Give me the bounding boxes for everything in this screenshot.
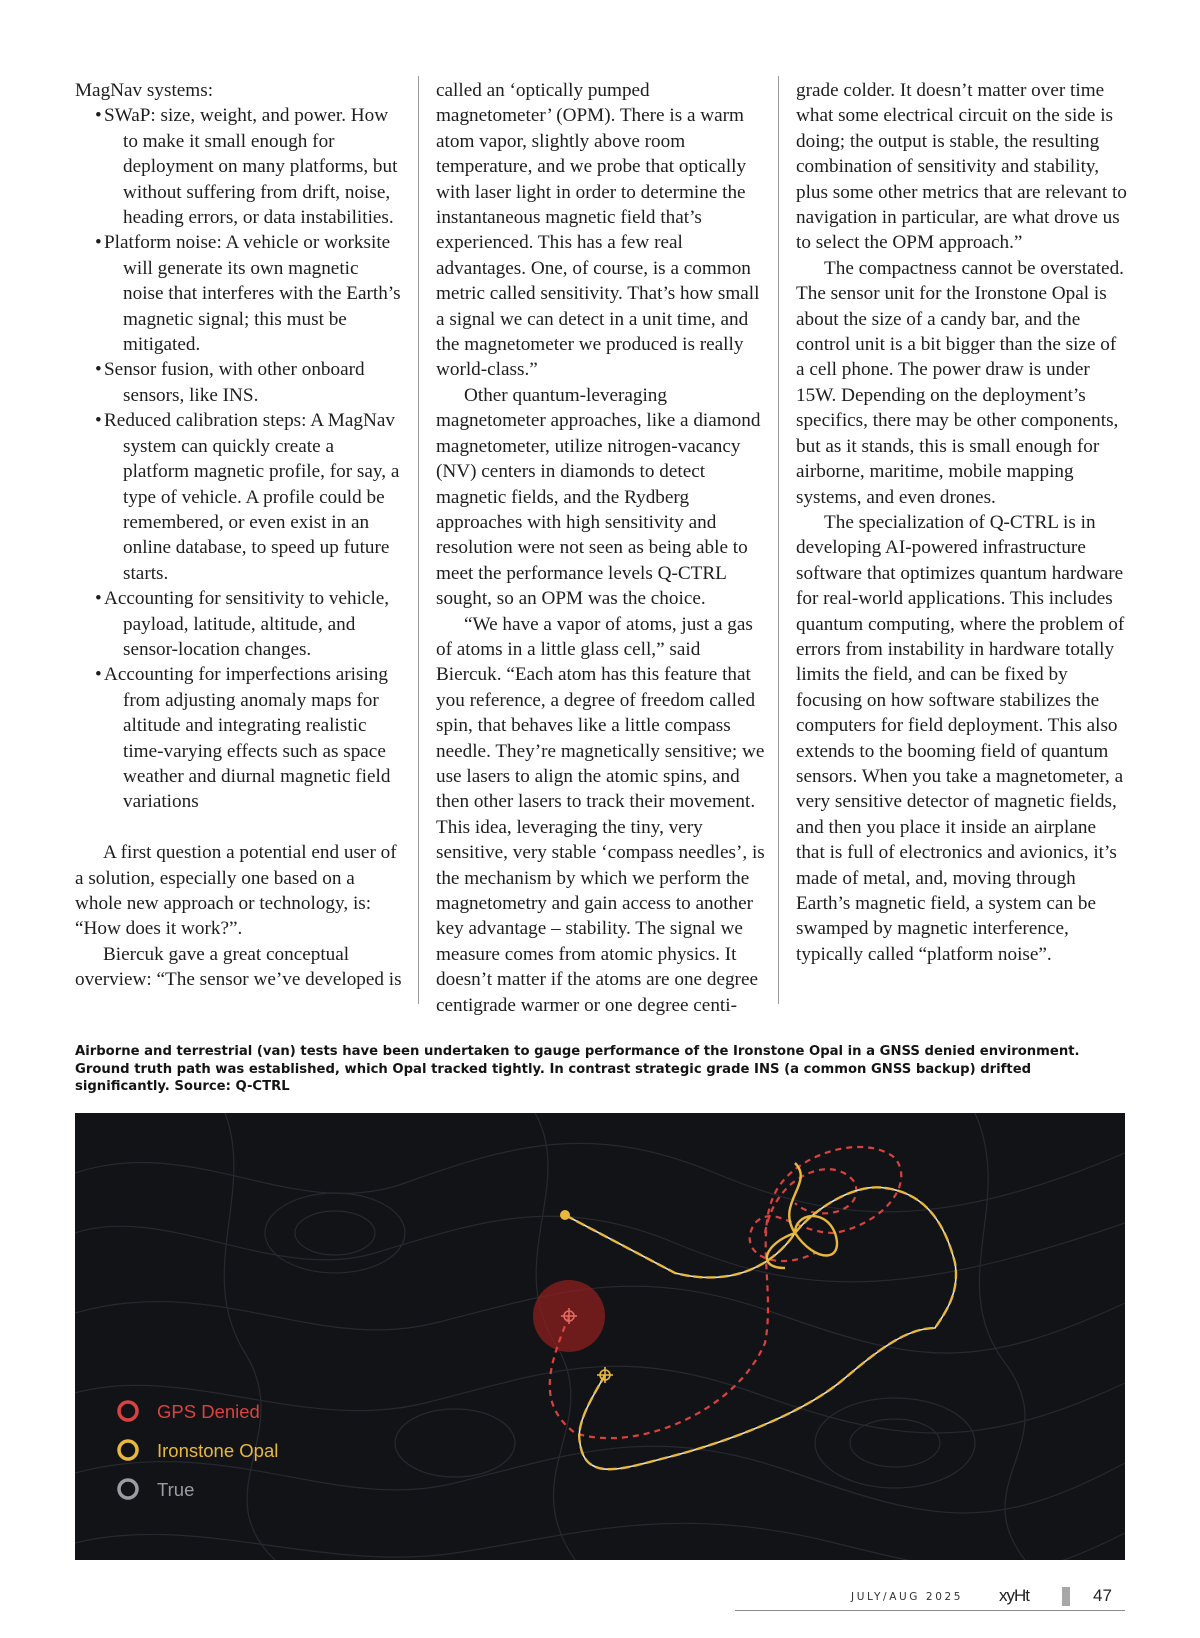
legend-swatch [119, 1480, 137, 1498]
list-item: • Accounting for imperfections arising from adjusting anomaly maps for altitude and integrating realistic time-varying effects such as space weather and diurnal magnetic field variations [75, 662, 403, 814]
column-rule [778, 76, 779, 1004]
legend [119, 1401, 278, 1500]
page-footer [735, 1583, 1125, 1611]
spacer [75, 815, 403, 840]
paragraph: “We have a vapor of atoms, just a gas of atoms in a little glass cell,” said Biercuk. “Each atom has this feature that you reference, a degree of freedom called spin, that behaves like a little compass needle. They’re magnetically sensitive; we use lasers to align the atomic spins, and then other lasers to track their movement. This idea, leveraging the tiny, very sensitive, very stable ‘compass needles’, is the mechanism by which we perform the magnetometry and gain access to another key advantage – stability. The signal we measure comes from atomic physics. It doesn’t matter if the atoms are one degree centigrade warmer or one degree centi- [436, 613, 765, 1016]
paragraph: The specialization of Q-CTRL is in developing AI-powered infrastructure software that optimizes quantum hardware for real-world applications. This includes quantum computing, where the problem of errors from instability in hardware totally limits the field, and can be fixed by focusing on how software stabilizes the computers for field deployment. This also extends to the booming field of quantum sensors. When you take a magnetometer, a very sensitive detector of magnetic fields, and then you place it inside an airplane that is full of electronics and avionics, it’s made of metal, and, moving through Earth’s magnetic field, a system can be swamped by magnetic interference, typically called “platform noise”. [796, 511, 1125, 965]
column-rule [418, 76, 419, 1004]
footer-divider [1062, 1587, 1070, 1606]
paragraph: Biercuk gave a great conceptual overview: “The sensor we’ve developed is [75, 943, 402, 991]
paragraph: grade colder. It doesn’t matter over time what some electrical circuit on the side is doing; the output is stable, the resulting combination of sensitivity and stability, plus some other metrics that are relevant to navigation in particular, are what drove us to select the OPM approach.” [796, 80, 1127, 254]
navigation-test-map [75, 1113, 1125, 1560]
figure-caption: Airborne and terrestrial (van) tests have been undertaken to gauge performance of the Ironstone Opal in a GNSS denied environment. Ground truth path was established, which Opal tracked tightly. In contrast strategic grade INS (a common GNSS backup) drifted significantly. Source: Q-CTRL [75, 1044, 1080, 1095]
gps-denied-path [550, 1147, 902, 1438]
article-column-1 [75, 78, 403, 993]
end-marker [597, 1367, 613, 1383]
legend-label: Ironstone Opal [157, 1440, 279, 1461]
legend-label: True [157, 1479, 195, 1500]
start-point [560, 1210, 570, 1220]
page-number: 47 [1093, 1586, 1112, 1605]
map-canvas [75, 1113, 1125, 1560]
legend-label: GPS Denied [157, 1401, 260, 1422]
column-intro: MagNav systems: [75, 80, 214, 101]
paragraph: The compactness cannot be overstated. The sensor unit for the Ironstone Opal is about the size of a candy bar, and the control unit is a bit bigger than the size of a cell phone. The power draw is under 15W. Depending on the deployment’s specifics, there may be other components, but as it stands, this is small enough for airborne, maritime, mobile mapping systems, and even drones. [796, 257, 1124, 508]
list-item: • SWaP: size, weight, and power. How to make it small enough for deployment on many platforms, but without suffering from drift, noise, heading errors, or data instabilities. [75, 103, 403, 230]
list-item: • Sensor fusion, with other onboard sensors, like INS. [75, 357, 403, 408]
legend-swatch [119, 1402, 137, 1420]
legend-swatch [119, 1441, 137, 1459]
issue-date: JULY/AUG 2025 [851, 1591, 964, 1603]
list-item: • Platform noise: A vehicle or worksite will generate its own magnetic noise that interferes with the Earth’s magnetic signal; this must be mitigated. [75, 230, 403, 357]
article-column-2 [436, 78, 766, 1018]
paragraph: A first question a potential end user of a solution, especially one based on a whole new approach or technology, is: “How does it work?”. [75, 842, 397, 940]
legend-item-gps-denied [119, 1401, 260, 1422]
article-column-3 [796, 78, 1128, 967]
ironstone-opal-path [565, 1163, 956, 1469]
list-item: • Accounting for sensitivity to vehicle, payload, latitude, altitude, and sensor-location changes. [75, 586, 403, 662]
legend-item-true [119, 1479, 194, 1500]
list-item: • Reduced calibration steps: A MagNav system can quickly create a platform magnetic profile, for say, a type of vehicle. A profile could be remembered, or even exist in an online database, to speed up future starts. [75, 408, 403, 586]
contour-lines [75, 1113, 1125, 1560]
legend-item-ironstone-opal [119, 1440, 278, 1461]
requirements-list [75, 103, 403, 814]
paragraph: called an ‘optically pumped magnetometer’ (OPM). There is a warm atom vapor, slightly above room temperature, and we probe that optically with laser light in order to determine the instantaneous magnetic field that’s experienced. This has a few real advantages. One, of course, is a common metric called sensitivity. That’s how small a signal we can detect in a unit time, and the magnetometer we produced is really world-class.” [436, 80, 760, 381]
magazine-name: xyHt [999, 1586, 1029, 1605]
paragraph: Other quantum-leveraging magnetometer approaches, like a diamond magnetometer, utilize nitrogen-vacancy (NV) centers in diamonds to detect magnetic fields, and the Rydberg approaches with high sensitivity and resolution were not seen as being able to meet the performance levels Q-CTRL sought, so an OPM was the choice. [436, 384, 761, 610]
